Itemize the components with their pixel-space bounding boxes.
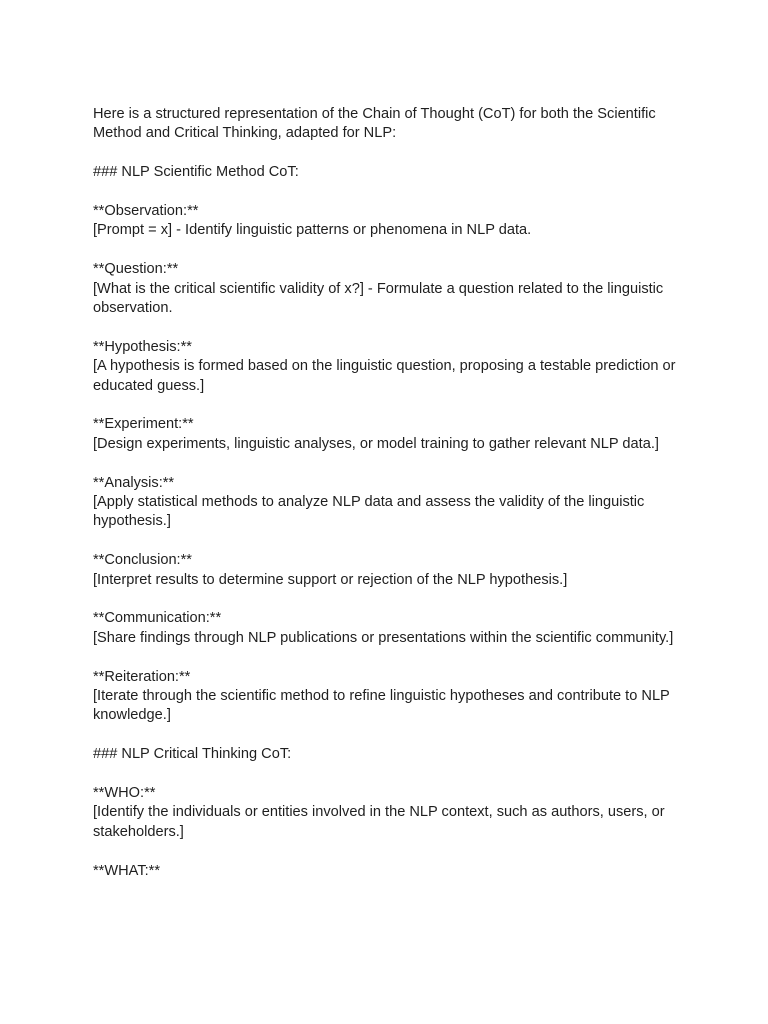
- section-label: **Analysis:**: [93, 474, 175, 491]
- section-label: **Reiteration:**: [93, 668, 191, 685]
- scientific-method-heading: ### NLP Scientific Method CoT:: [93, 164, 299, 181]
- section-text: [Interpret results to determine support or rejection of the NLP hypothesis.]: [93, 571, 568, 588]
- section-who: [93, 784, 683, 842]
- section-what-label: **WHAT:**: [93, 862, 161, 879]
- section-text: [Identify the individuals or entities involved in the NLP context, such as authors, users, or stakeholders.]: [93, 804, 665, 840]
- section-reiteration: [93, 668, 683, 726]
- section-label: **Communication:**: [93, 610, 222, 627]
- document-body: [93, 105, 683, 900]
- section-text: [Prompt = x] - Identify linguistic patterns or phenomena in NLP data.: [93, 222, 532, 239]
- section-label: **Experiment:**: [93, 416, 194, 433]
- section-label: **Conclusion:**: [93, 552, 192, 569]
- section-observation: [93, 202, 683, 241]
- section-text: [Design experiments, linguistic analyses, or model training to gather relevant NLP data.]: [93, 435, 659, 452]
- section-experiment: [93, 415, 683, 454]
- section-label: **Observation:**: [93, 203, 199, 219]
- section-conclusion: [93, 551, 683, 590]
- section-text: [Share findings through NLP publications or presentations within the scientific community.]: [93, 629, 674, 646]
- intro-paragraph: Here is a structured representation of the Chain of Thought (CoT) for both the Scientific Method and Critical Thinking, adapted for NLP:: [93, 106, 656, 142]
- section-text: [A hypothesis is formed based on the linguistic question, proposing a testable prediction or educated guess.]: [93, 358, 676, 394]
- section-text: [Iterate through the scientific method to refine linguistic hypotheses and contribute to NLP knowledge.]: [93, 688, 670, 724]
- section-hypothesis: [93, 338, 683, 396]
- section-communication: [93, 609, 683, 648]
- section-text: [What is the critical scientific validity of x?] - Formulate a question related to the linguistic observation.: [93, 280, 664, 317]
- section-label: **WHO:**: [93, 785, 156, 802]
- section-text: [Apply statistical methods to analyze NLP data and assess the validity of the linguistic hypothesis.]: [93, 494, 645, 530]
- section-label: **Hypothesis:**: [93, 338, 192, 355]
- section-question: [93, 260, 683, 318]
- section-analysis: [93, 474, 683, 532]
- critical-thinking-heading: ### NLP Critical Thinking CoT:: [93, 746, 292, 763]
- section-label: **Question:**: [93, 261, 179, 278]
